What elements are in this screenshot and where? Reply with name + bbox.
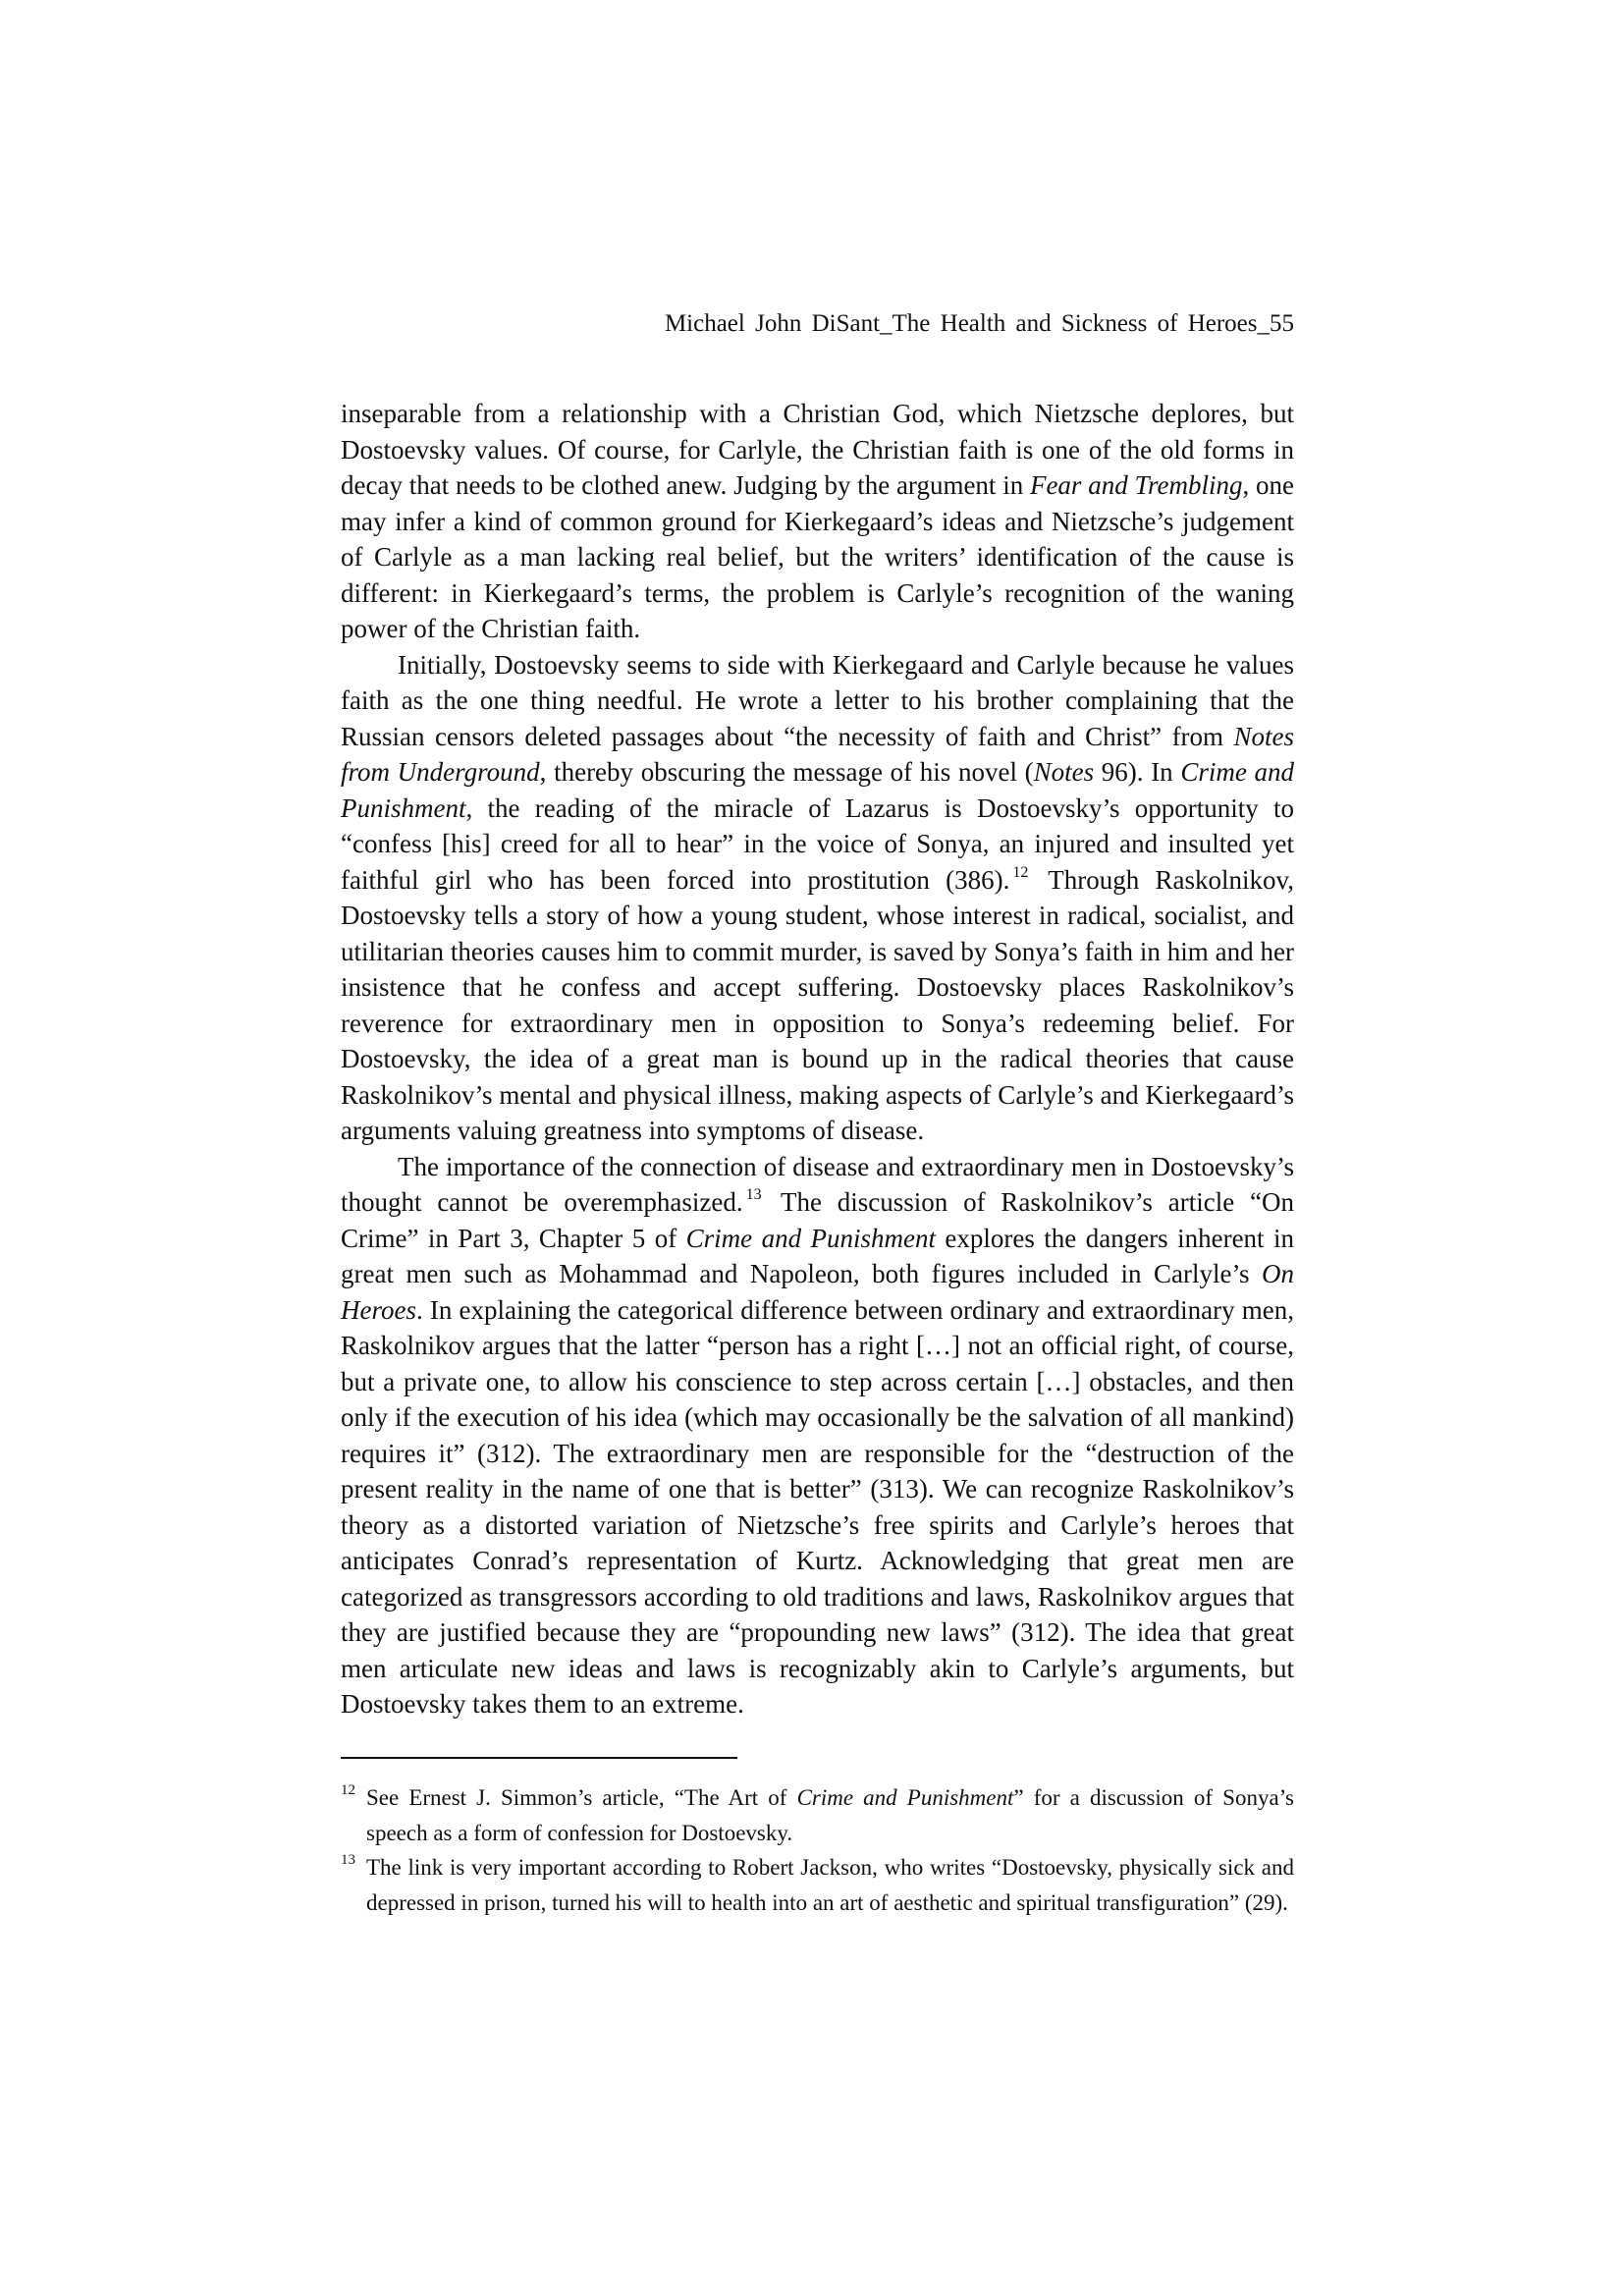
italic-title: On Heroes: [341, 1259, 1294, 1325]
footnote-rule: [341, 1757, 737, 1759]
document-page: [341, 0, 1294, 2296]
italic-title: Fear and Trembling: [1029, 470, 1243, 500]
footnote-13: [341, 1850, 1294, 1920]
text-run: . In explaining the categorical difference between ordinary and extraordinary men, Raskolnikov argues that the latter “person has a right […] not an official right, of course, but a private one, to allow his conscience to step across certain […] obstacles, and then only if the execution of his idea (which may occasionally be the salvation of all mankind) requires it” (312). The extraordinary men are responsible for the “destruction of the present reality in the name of one that is better” (313). We can recognize Raskolnikov’s theory as a distorted variation of Nietzsche’s free spirits and Carlyle’s heroes that anticipates Conrad’s representation of Kurtz. Acknowledging that great men are categorized as transgressors according to old traditions and laws, Raskolnikov argues that they are justified because they are “propounding new laws” (312). The idea that great men articulate new ideas and laws is recognizably akin to Carlyle’s arguments, but Dostoevsky takes them to an extreme.: [341, 1294, 1294, 1719]
footnote-12: [341, 1780, 1294, 1850]
text-run: Initially, Dostoevsky seems to side with Kierkegaard and Carlyle because he values faith as the one thing needful. He wrote a letter to his brother complaining that the Russian censors deleted passages about “the necessity of faith and Christ” from: [341, 649, 1294, 751]
main-text: [341, 396, 1294, 1722]
paragraph: [341, 396, 1294, 647]
text-run: Through Raskolnikov, Dostoevsky tells a story of how a young student, whose interest in radical, socialist, and utilitarian theories causes him to commit murder, is saved by Sonya’s faith in him and her insistence that he confess and accept suffering. Dostoevsky places Raskolnikov’s reverence for extraordinary men in opposition to Sonya’s redeeming belief. For Dostoevsky, the idea of a great man is bound up in the radical theories that cause Raskolnikov’s mental and physical illness, making aspects of Carlyle’s and Kierkegaard’s arguments valuing greatness into symptoms of disease.: [341, 864, 1294, 1145]
paragraph: [341, 1149, 1294, 1722]
footnote-ref-12: 12: [1012, 863, 1029, 881]
footnote-mark: 12: [341, 1782, 355, 1798]
italic-title: Notes: [1033, 757, 1095, 787]
text-run: , one may infer a kind of common ground for Kierkegaard’s ideas and Nietzsche’s judgement of Carlyle as a man lacking real belief, but the writers’ identification of the cause is different: in Kierkegaard’s terms, the problem is Carlyle’s recognition of the waning power of the Christian faith.: [341, 470, 1294, 643]
italic-title: Crime and Punishment: [341, 757, 1295, 823]
text-run: ” for a discussion of Sonya’s speech as a form of confession for Dostoevsky.: [366, 1785, 1295, 1845]
text-run: 96). In: [1094, 757, 1181, 787]
text-run: , the reading of the miracle of Lazarus is Dostoevsky’s opportunity to “confess [his] creed for all to hear” in the voice of Sonya, an injured and insulted yet faithful girl who has been forced into prostitution (386).: [341, 793, 1294, 895]
italic-title: Notes from Underground: [341, 721, 1294, 787]
text-run: The link is very important according to Robert Jackson, who writes “Dostoevsky, physically sick and depressed in prison, turned his will to health into an art of aesthetic and spiritual transfiguration” (29).: [366, 1855, 1294, 1915]
paragraph: [341, 647, 1294, 1149]
italic-title: Crime and Punishment: [685, 1223, 936, 1253]
text-run: , thereby obscuring the message of his novel (: [539, 757, 1034, 787]
italic-title: Crime and Punishment: [796, 1785, 1014, 1810]
text-run: The importance of the connection of disease and extraordinary men in Dostoevsky’s thought cannot be overemphasized.: [341, 1151, 1294, 1217]
text-run: inseparable from a relationship with a Christian God, which Nietzsche deplores, but Dostoevsky values. Of course, for Carlyle, the Christian faith is one of the old forms in decay that needs to be clothed anew. Judging by the argument in: [341, 399, 1294, 500]
running-head: Michael John DiSant_The Health and Sickness of Heroes_55: [664, 310, 1294, 337]
text-run: See Ernest J. Simmon’s article, “The Art of: [366, 1785, 797, 1810]
text-run: explores the dangers inherent in great men such as Mohammad and Napoleon, both figures included in Carlyle’s: [341, 1223, 1294, 1288]
footnote-ref-13: 13: [745, 1186, 762, 1203]
footnotes: [341, 1780, 1294, 1920]
text-run: The discussion of Raskolnikov’s article “On Crime” in Part 3, Chapter 5 of: [341, 1187, 1294, 1253]
footnote-mark: 13: [341, 1852, 355, 1868]
